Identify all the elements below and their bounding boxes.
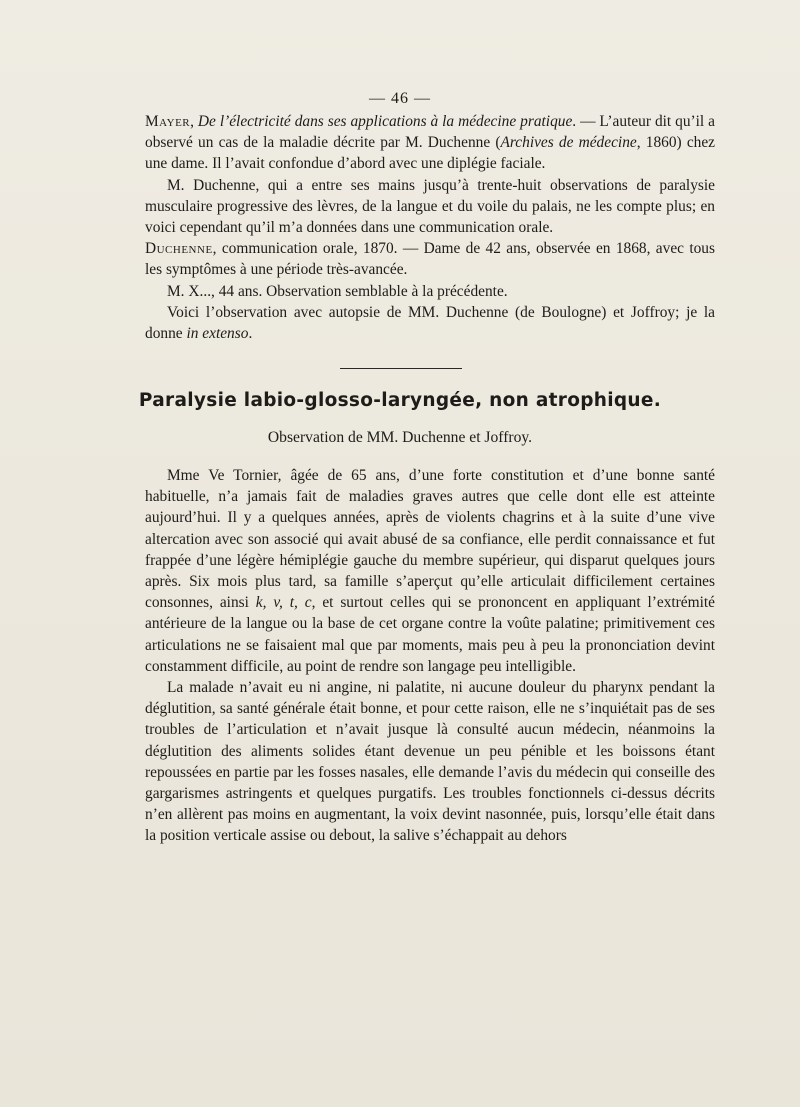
observation-text bbox=[145, 465, 715, 847]
bibliography-block bbox=[145, 111, 715, 344]
section-divider bbox=[340, 368, 462, 369]
paragraph-introduction: Voici l’observation avec autopsie de MM. Duchenne (de Boulogne) et Joffroy; je la donne in extenso. bbox=[145, 303, 715, 343]
paragraph-case-x: M. X..., 44 ans. Observation semblable à la précédente. bbox=[167, 282, 508, 300]
paragraph-mayer: Mayer, De l’électricité dans ses applications à la médecine pratique. — L’auteur dit qu’il a observé un cas de la maladie décrite par M. Duchenne (Archives de médecine, 1860) chez une dame. Il l’avait confondue d’abord avec une diplégie faciale. bbox=[145, 113, 716, 173]
paragraph-duchenne-intro: M. Duchenne, qui a entre ses mains jusqu’à trente-huit observations de paralysie musculaire progressive des lèvres, de la langue et du voile du palais, ne les compte plus; en voici cependant qu’il m’a données dans une communication orale. bbox=[145, 176, 715, 237]
paragraph-patient-history: Mme Ve Tornier, âgée de 65 ans, d’une forte constitution et d’une bonne santé habituelle, n’a jamais fait de maladies graves autres que celle dont elle est atteinte aujourd’hui. Il y a quelques années, après de violents chagrins et à la suite d’une vive altercation avec son associé qui avait abusé de sa confiance, elle perdit connaissance et fut frappée d’une légère hémiplégie gauche du membre supérieur, qui disparut quelques jours après. Six mois plus tard, sa famille s’aperçut qu’elle articulait difficilement certaines consonnes, ainsi k, v, t, c, et surtout celles qui se prononcent en appliquant l’extrémité antérieure de la langue ou la base de cet organe contre la voûte palatine; primitivement ces articulations ne se faisaient mal que par moments, mais peu à peu la prononciation devint constamment difficile, au point de rendre son langage peu intelligible. bbox=[145, 467, 715, 675]
author-name: Mayer bbox=[145, 113, 191, 130]
section-subheading: Observation de MM. Duchenne et Joffroy. bbox=[267, 429, 533, 446]
italic-letters: k, v, t, c bbox=[255, 594, 312, 612]
work-title: De l’électricité dans ses applications à la médecine pratique bbox=[197, 113, 573, 130]
paragraph-symptoms: La malade n’avait eu ni angine, ni palatite, ni aucune douleur du pharynx pendant la déglutition, sa santé générale était bonne, et pour cette raison, elle ne s’inquiétait pas de ses troubles de l’articulation et n’avait jusque là consulté aucun médecin, néanmoins la déglutition des aliments solides étant devenue un peu pénible et les boissons étant repoussées en partie par les fosses nasales, elle demande l’avis du médecin qui conseille des gargarismes astringents et quelques purgatifs. Les troubles fonctionnels ci-dessus décrits n’en allèrent pas moins en augmentant, la voix devint nasonnée, puis, lorsqu’elle était dans la position verticale assise ou debout, la salive s’échappait au dehors bbox=[145, 679, 715, 845]
paragraph-duchenne-communication: Duchenne, communication orale, 1870. — Dame de 42 ans, observée en 1868, avec tous les symptômes à une période très-avancée. bbox=[145, 240, 715, 279]
page-number: — 46 — bbox=[369, 90, 431, 107]
italic-phrase: in extenso bbox=[186, 325, 249, 343]
author-name: Duchenne bbox=[145, 240, 213, 258]
section-heading: Paralysie labio-glosso-laryngée, non atrophique. bbox=[138, 390, 662, 411]
journal-title: Archives de médecine bbox=[500, 134, 637, 152]
